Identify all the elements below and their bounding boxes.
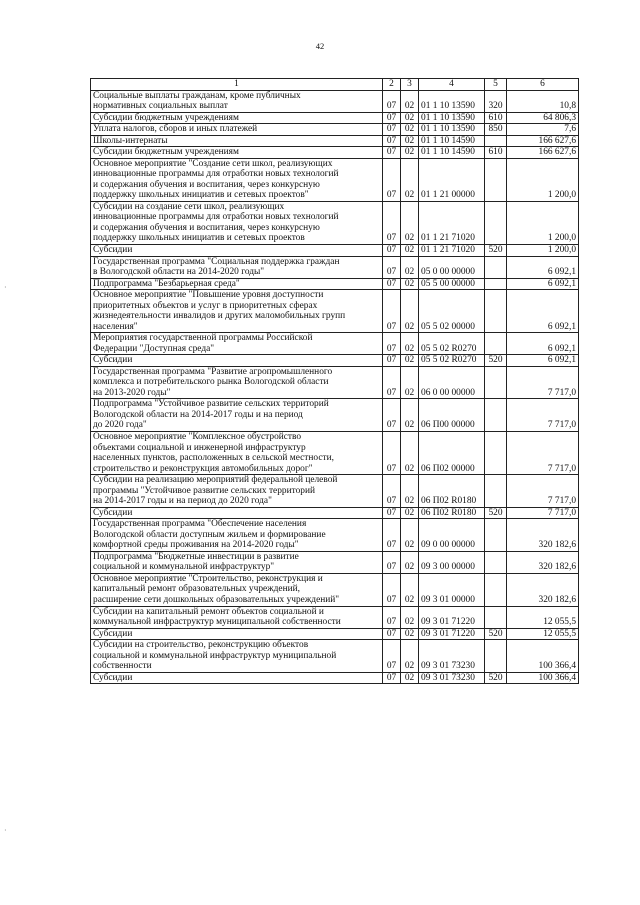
table-row (91, 112, 579, 124)
row-expense-type (485, 606, 507, 628)
table-row (91, 475, 579, 508)
table-row (91, 290, 579, 333)
row-subsection: 02 (401, 256, 419, 278)
row-expense-type (485, 290, 507, 333)
budget-table (90, 78, 579, 684)
row-name: Субсидии (91, 672, 383, 684)
row-name: Субсидии бюджетным учреждениям (91, 147, 383, 159)
row-amount: 12 055,5 (507, 628, 579, 640)
row-expense-type (485, 278, 507, 290)
row-amount: 12 055,5 (507, 606, 579, 628)
row-target-article: 01 1 10 14590 (419, 147, 485, 159)
row-name: Основное мероприятие "Создание сети школ, реализующих инновационные программы для отработки новых технологий и содержания обучения и воспитания, через конкурсную поддержку школьных инициатив и сетевых проектов" (91, 158, 383, 201)
row-expense-type (485, 135, 507, 147)
row-section: 07 (383, 290, 401, 333)
row-amount: 10,8 (507, 90, 579, 112)
row-expense-type: 610 (485, 147, 507, 159)
row-expense-type (485, 201, 507, 244)
row-expense-type: 610 (485, 112, 507, 124)
row-subsection: 02 (401, 475, 419, 508)
row-name: Государственная программа "Развитие агропромышленного комплекса и потребительского рынка Вологодской области на 2013-2020 годы" (91, 366, 383, 399)
row-section: 07 (383, 628, 401, 640)
table-row (91, 606, 579, 628)
row-section: 07 (383, 399, 401, 432)
row-amount: 6 092,1 (507, 333, 579, 355)
row-section: 07 (383, 640, 401, 673)
row-target-article: 01 1 10 13590 (419, 124, 485, 136)
row-expense-type: 320 (485, 90, 507, 112)
column-header-expense-type: 5 (485, 79, 507, 91)
row-section: 07 (383, 256, 401, 278)
row-subsection: 02 (401, 201, 419, 244)
row-section: 07 (383, 432, 401, 475)
row-section: 07 (383, 519, 401, 552)
row-amount: 7 717,0 (507, 399, 579, 432)
row-subsection: 02 (401, 628, 419, 640)
row-name: Подпрограмма "Бюджетные инвестиции в развитие социальной и коммунальной инфраструктур" (91, 551, 383, 573)
row-name: Уплата налогов, сборов и иных платежей (91, 124, 383, 136)
row-subsection: 02 (401, 158, 419, 201)
row-subsection: 02 (401, 432, 419, 475)
row-section: 07 (383, 201, 401, 244)
row-expense-type (485, 519, 507, 552)
row-section: 07 (383, 158, 401, 201)
row-subsection: 02 (401, 640, 419, 673)
row-name: Подпрограмма "Устойчивое развитие сельских территорий Вологодской области на 2014-2017 годы и на период до 2020 года" (91, 399, 383, 432)
row-name: Субсидии (91, 355, 383, 367)
row-subsection: 02 (401, 244, 419, 256)
row-expense-type (485, 366, 507, 399)
row-section: 07 (383, 90, 401, 112)
row-amount: 1 200,0 (507, 158, 579, 201)
row-target-article: 09 0 00 00000 (419, 519, 485, 552)
row-amount: 320 182,6 (507, 519, 579, 552)
row-expense-type (485, 432, 507, 475)
row-expense-type (485, 399, 507, 432)
page-number: 42 (315, 41, 325, 51)
row-expense-type: 520 (485, 672, 507, 684)
table-row (91, 256, 579, 278)
row-name: Школы-интернаты (91, 135, 383, 147)
table-row (91, 672, 579, 684)
table-row (91, 551, 579, 573)
row-target-article: 01 1 10 13590 (419, 112, 485, 124)
row-section: 07 (383, 573, 401, 606)
row-target-article: 06 0 00 00000 (419, 366, 485, 399)
row-target-article: 09 3 01 71220 (419, 606, 485, 628)
table-row (91, 399, 579, 432)
margin-mark: · (4, 283, 7, 292)
row-expense-type (485, 256, 507, 278)
row-name: Основное мероприятие "Повышение уровня доступности приоритетных объектов и услуг в приоритетных сферах жизнедеятельности инвалидов и других маломобильных групп населения" (91, 290, 383, 333)
table-row (91, 147, 579, 159)
row-subsection: 02 (401, 135, 419, 147)
row-subsection: 02 (401, 290, 419, 333)
row-name: Субсидии (91, 244, 383, 256)
row-subsection: 02 (401, 366, 419, 399)
row-name: Основное мероприятие "Комплексное обустройство объектами социальной и инженерной инфраструктур населенных пунктов, расположенных в сельской местности, строительство и реконструкция автомобильных дорог" (91, 432, 383, 475)
row-target-article: 09 3 01 73230 (419, 672, 485, 684)
row-subsection: 02 (401, 355, 419, 367)
row-amount: 7 717,0 (507, 366, 579, 399)
row-section: 07 (383, 147, 401, 159)
row-expense-type (485, 573, 507, 606)
row-expense-type: 520 (485, 628, 507, 640)
row-amount: 6 092,1 (507, 290, 579, 333)
row-name: Субсидии на реализацию мероприятий федеральной целевой программы "Устойчивое развитие сельских территорий на 2014-2017 годы и на период до 2020 года" (91, 475, 383, 508)
row-target-article: 06 П00 00000 (419, 399, 485, 432)
table-row (91, 135, 579, 147)
row-name: Подпрограмма "Безбарьерная среда" (91, 278, 383, 290)
column-header-name: 1 (91, 79, 383, 91)
row-target-article: 05 5 02 R0270 (419, 333, 485, 355)
row-target-article: 09 3 01 00000 (419, 573, 485, 606)
row-section: 07 (383, 135, 401, 147)
row-amount: 320 182,6 (507, 573, 579, 606)
row-amount: 64 806,3 (507, 112, 579, 124)
margin-mark: · (4, 826, 7, 835)
row-name: Субсидии на создание сети школ, реализующих инновационные программы для отработки новых технологий и содержания обучения и воспитания, через конкурсную поддержку школьных инициатив и сетевых проектов (91, 201, 383, 244)
column-header-section: 2 (383, 79, 401, 91)
row-amount: 6 092,1 (507, 256, 579, 278)
row-target-article: 09 3 00 00000 (419, 551, 485, 573)
table-row (91, 333, 579, 355)
row-subsection: 02 (401, 519, 419, 552)
row-section: 07 (383, 278, 401, 290)
row-amount: 1 200,0 (507, 244, 579, 256)
table-body (91, 90, 579, 684)
row-subsection: 02 (401, 551, 419, 573)
row-target-article: 06 П02 R0180 (419, 507, 485, 519)
row-subsection: 02 (401, 112, 419, 124)
row-target-article: 01 1 21 71020 (419, 201, 485, 244)
row-target-article: 09 3 01 73230 (419, 640, 485, 673)
row-target-article: 01 1 21 71020 (419, 244, 485, 256)
row-amount: 100 366,4 (507, 640, 579, 673)
row-target-article: 01 1 10 14590 (419, 135, 485, 147)
row-amount: 7 717,0 (507, 475, 579, 508)
row-name: Субсидии (91, 628, 383, 640)
row-section: 07 (383, 606, 401, 628)
column-header-target-article: 4 (419, 79, 485, 91)
row-target-article: 01 1 21 00000 (419, 158, 485, 201)
row-name: Мероприятия государственной программы Российской Федерации "Доступная среда" (91, 333, 383, 355)
table-row (91, 366, 579, 399)
row-subsection: 02 (401, 399, 419, 432)
row-subsection: 02 (401, 147, 419, 159)
table-row (91, 628, 579, 640)
row-amount: 6 092,1 (507, 278, 579, 290)
row-amount: 7 717,0 (507, 432, 579, 475)
table-row (91, 507, 579, 519)
table-row (91, 573, 579, 606)
row-name: Государственная программа "Социальная поддержка граждан в Вологодской области на 2014-2020 годы" (91, 256, 383, 278)
row-amount: 166 627,6 (507, 135, 579, 147)
row-expense-type (485, 475, 507, 508)
row-amount: 7 717,0 (507, 507, 579, 519)
table-row (91, 278, 579, 290)
row-expense-type (485, 551, 507, 573)
row-subsection: 02 (401, 606, 419, 628)
row-target-article: 05 5 02 R0270 (419, 355, 485, 367)
row-subsection: 02 (401, 507, 419, 519)
row-section: 07 (383, 333, 401, 355)
row-amount: 166 627,6 (507, 147, 579, 159)
row-name: Субсидии (91, 507, 383, 519)
column-header-subsection: 3 (401, 79, 419, 91)
row-expense-type: 520 (485, 355, 507, 367)
row-target-article: 05 0 00 00000 (419, 256, 485, 278)
row-section: 07 (383, 475, 401, 508)
table-row (91, 355, 579, 367)
row-section: 07 (383, 124, 401, 136)
row-target-article: 09 3 01 71220 (419, 628, 485, 640)
table-row (91, 201, 579, 244)
row-section: 07 (383, 551, 401, 573)
row-name: Государственная программа "Обеспечение населения Вологодской области доступным жильем и формирование комфортной среды проживания на 2014-2020 годы" (91, 519, 383, 552)
row-expense-type: 850 (485, 124, 507, 136)
row-name: Субсидии бюджетным учреждениям (91, 112, 383, 124)
table-row (91, 640, 579, 673)
row-name: Субсидии на капитальный ремонт объектов социальной и коммунальной инфраструктур муниципальной собственности (91, 606, 383, 628)
row-expense-type: 520 (485, 244, 507, 256)
column-header-amount: 6 (507, 79, 579, 91)
row-expense-type (485, 158, 507, 201)
row-expense-type (485, 640, 507, 673)
row-section: 07 (383, 507, 401, 519)
row-subsection: 02 (401, 573, 419, 606)
row-target-article: 06 П02 R0180 (419, 475, 485, 508)
row-subsection: 02 (401, 672, 419, 684)
row-name: Основное мероприятие "Строительство, реконструкция и капитальный ремонт образовательных учреждений, расширение сети дошкольных образовательных учреждений" (91, 573, 383, 606)
row-expense-type: 520 (485, 507, 507, 519)
row-target-article: 01 1 10 13590 (419, 90, 485, 112)
table-row (91, 432, 579, 475)
table-row (91, 90, 579, 112)
table-row (91, 519, 579, 552)
row-subsection: 02 (401, 333, 419, 355)
row-amount: 1 200,0 (507, 201, 579, 244)
row-subsection: 02 (401, 90, 419, 112)
header-row (91, 79, 579, 91)
row-name: Социальные выплаты гражданам, кроме публичных нормативных социальных выплат (91, 90, 383, 112)
row-section: 07 (383, 244, 401, 256)
row-subsection: 02 (401, 124, 419, 136)
row-name: Субсидии на строительство, реконструкцию объектов социальной и коммунальной инфраструктур муниципальной собственности (91, 640, 383, 673)
table-row (91, 244, 579, 256)
row-target-article: 05 5 02 00000 (419, 290, 485, 333)
table-row (91, 158, 579, 201)
table-row (91, 124, 579, 136)
row-amount: 7,6 (507, 124, 579, 136)
row-target-article: 06 П02 00000 (419, 432, 485, 475)
row-target-article: 05 5 00 00000 (419, 278, 485, 290)
row-section: 07 (383, 355, 401, 367)
row-section: 07 (383, 112, 401, 124)
row-amount: 100 366,4 (507, 672, 579, 684)
row-section: 07 (383, 672, 401, 684)
row-amount: 6 092,1 (507, 355, 579, 367)
row-expense-type (485, 333, 507, 355)
row-subsection: 02 (401, 278, 419, 290)
row-amount: 320 182,6 (507, 551, 579, 573)
row-section: 07 (383, 366, 401, 399)
